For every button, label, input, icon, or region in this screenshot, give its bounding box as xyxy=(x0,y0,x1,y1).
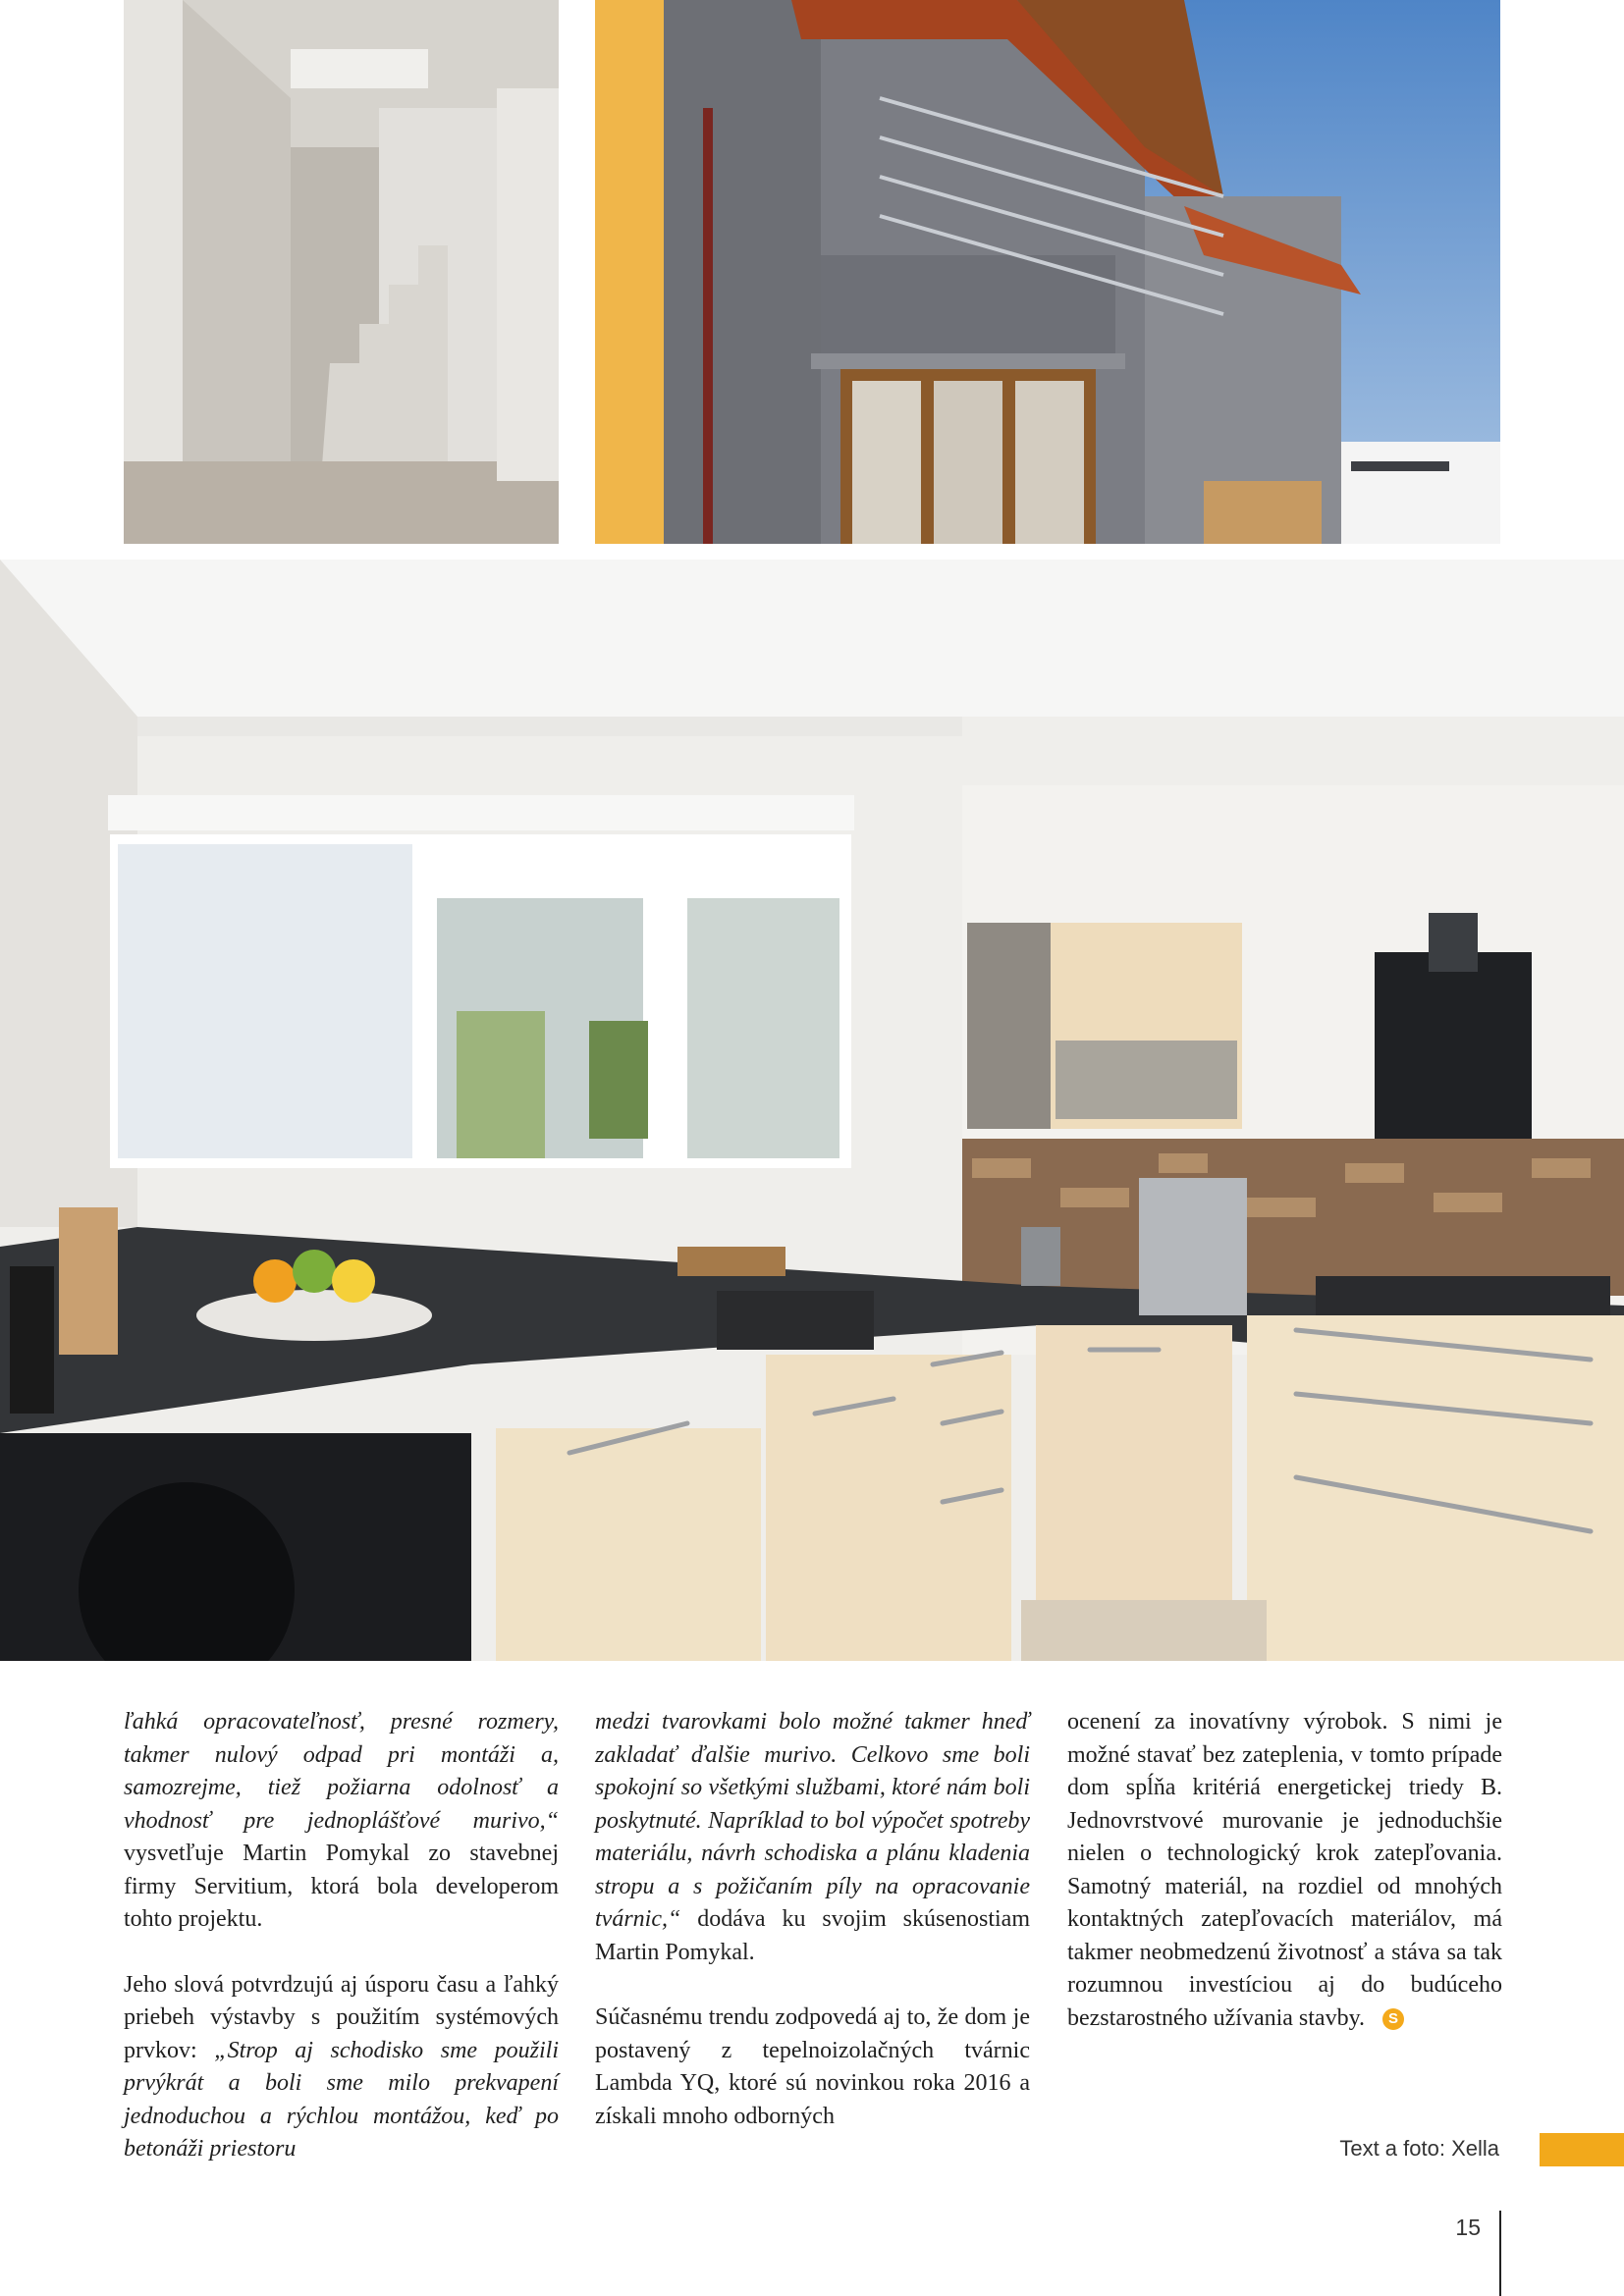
photo-kitchen-interior xyxy=(0,560,1624,1661)
paragraph: Jeho slová potvrdzujú aj úsporu času a ľahký priebeh výstavby s použitím systémových prvkov: „Strop aj schodisko sme použili prvýkrát a boli sme milo prekvapení jednoduchou a rýchlou montážou, keď po betonáži priestoru xyxy=(124,1971,560,2162)
accent-bar xyxy=(1540,2133,1624,2166)
text-column-1 xyxy=(124,1706,559,2166)
paragraph: ocenení za inovatívny výrobok. S nimi je možné stavať bez zateplenia, v tomto prípade dom spĺňa kritériá energetickej triedy B. Jednovrstvové murovanie je jednoduchšie nielen o technologický krok zatepľovania. Samotný materiál, na rozdiel od mnohých kontaktných zatepľovacích materiálov, má takmer neobmedzenú životnosť a stáva sa tak rozumnou investíciou aj do budúceho bezstarostného užívania stavby. S xyxy=(1067,1709,1502,2031)
paragraph: medzi tvarovkami bolo možné takmer hneď zakladať ďalšie murivo. Celkovo sme boli spokojní so všetkými službami, ktoré nám boli poskytnuté. Napríklad to bol výpočet spotreby materiálu, návrh schodiska a plánu kladenia stropu a s požičaním píly na opracovanie tvárnic,“ dodáva ku svojim skúsenostiam Martin Pomykal. xyxy=(595,1709,1030,1965)
paragraph: ľahká opracovateľnosť, presné rozmery, takmer nulový odpad pri montáži a, samozrejme, tiež požiarna odolnosť a vhodnosť pre jednoplášťové murivo,“ vysvetľuje Martin Pomykal zo stavebnej firmy Servitium, ktorá bola developerom tohto projektu. xyxy=(124,1709,559,1932)
page-number-rule xyxy=(1499,2211,1501,2296)
end-mark-icon: S xyxy=(1382,2008,1404,2030)
photo-unfinished-staircase xyxy=(124,0,559,544)
photo-house-balcony xyxy=(595,0,1500,544)
text-column-3 xyxy=(1067,1706,1502,2035)
photo-credit: Text a foto: Xella xyxy=(1339,2136,1499,2161)
text-column-2 xyxy=(595,1706,1030,2133)
paragraph: Súčasnému trendu zodpovedá aj to, že dom je postavený z tepelnoizolačných tvárnic Lambda YQ, ktoré sú novinkou roka 2016 a získali mnoho odborných xyxy=(595,2004,1030,2129)
page-number: 15 xyxy=(1455,2215,1481,2240)
